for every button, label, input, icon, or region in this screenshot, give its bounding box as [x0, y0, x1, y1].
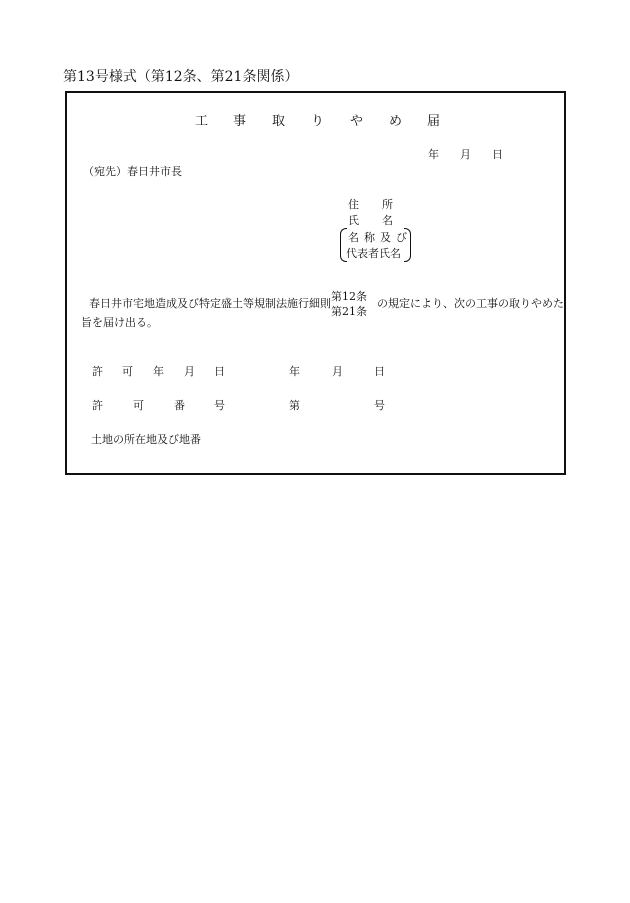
corp-name-label-char: 称	[364, 231, 375, 244]
title-char: 届	[427, 114, 441, 129]
address-label-char: 所	[382, 198, 393, 211]
title-char: り	[311, 114, 325, 129]
title-char: や	[350, 114, 364, 129]
name-label-char: 氏	[348, 214, 359, 227]
permit-number-label-char: 番	[174, 399, 185, 412]
notice-form-frame	[65, 91, 566, 475]
statement-prefix: 春日井市宅地造成及び特定盛土等規制法施行細則	[89, 297, 331, 310]
article-option-21: 第21条	[331, 305, 367, 318]
permit-date-label-char: 年	[153, 365, 164, 378]
date-year-label: 年	[428, 148, 439, 161]
name-label-char: 名	[382, 214, 393, 227]
corp-name-label-char: 名	[348, 231, 359, 244]
permit-number-label-char: 可	[133, 399, 144, 412]
permit-number-prefix: 第	[289, 399, 300, 412]
title-char: 取	[272, 114, 286, 129]
permit-date-month: 月	[332, 365, 343, 378]
permit-date-label-char: 可	[122, 365, 133, 378]
permit-date-label-char: 日	[214, 365, 225, 378]
permit-date-label-char: 月	[184, 365, 195, 378]
article-option-12: 第12条	[331, 290, 367, 303]
corp-name-label-char: 及	[380, 231, 391, 244]
permit-number-suffix: 号	[374, 399, 385, 412]
address-label-char: 住	[348, 198, 359, 211]
permit-date-label-char: 許	[92, 365, 103, 378]
addressee: （宛先）春日井市長	[83, 165, 182, 178]
land-location-label: 土地の所在地及び地番	[91, 433, 201, 446]
title-char: 事	[233, 114, 247, 129]
title-char: 工	[195, 114, 209, 129]
date-day-label: 日	[492, 148, 503, 161]
statement-suffix: の規定により、次の工事の取りやめた	[377, 297, 564, 310]
form-number-header: 第13号様式（第12条、第21条関係）	[63, 69, 299, 85]
corp-name-label-char: び	[396, 231, 407, 244]
representative-name-label: 代表者氏名	[346, 247, 401, 260]
date-month-label: 月	[460, 148, 471, 161]
permit-date-year: 年	[289, 365, 300, 378]
permit-number-label-char: 号	[214, 399, 225, 412]
permit-number-label-char: 許	[92, 399, 103, 412]
title-char: め	[389, 114, 403, 129]
statement-line-2: 旨を届け出る。	[81, 316, 158, 329]
permit-date-day: 日	[374, 365, 385, 378]
